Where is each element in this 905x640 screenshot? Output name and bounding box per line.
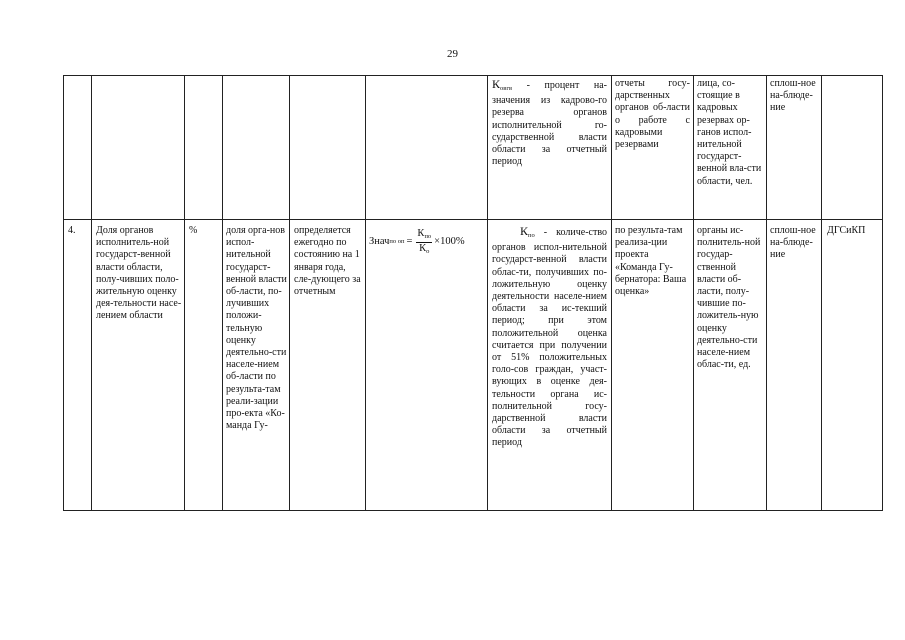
denominator-subscript: о xyxy=(426,247,430,255)
periodicity: определяется ежегодно по состоянию на 1 января года, сле-дующего за отчетным xyxy=(294,225,361,298)
row-number: 4. xyxy=(68,225,76,236)
main-row-source: по результа-там реализа-ции проекта «Команда Гу-бернатора: Ваша оценка» xyxy=(615,225,687,298)
column-divider xyxy=(821,75,822,511)
main-row-object: органы ис-полнитель-ной государ-ственной власти об-ласти, полу-чившие по-ложитель-ную оценку деятельно-сти населе-нием облас-ти, ед. xyxy=(697,225,761,371)
main-row-description xyxy=(492,225,607,450)
page-number: 29 xyxy=(447,48,458,60)
column-divider xyxy=(487,75,488,511)
table-bottom-border xyxy=(63,510,883,511)
column-divider xyxy=(222,75,223,511)
formula-fraction xyxy=(416,228,432,257)
unit-of-measure: % xyxy=(189,225,198,236)
numerator-subscript: по xyxy=(424,232,432,240)
formula-numerator xyxy=(416,228,432,243)
description-text: - количе-ство органов испол-нительной государст-венной власти облас-ти, получивших по-ложительную оценку деятельности населе-нием области за ис-текший период; при этом положительной оценка считается при получении от 51% положительных голо-сов граждан, участ-вующих в оценке дея-тельности органа ис-полнительной госу-дарственной власти области за отчетный период xyxy=(492,227,607,449)
description-variable: К xyxy=(520,225,529,238)
top-row-source: отчеты госу-дарственных органов об-ласти о работе с кадровыми резервами xyxy=(615,78,690,151)
top-row-description xyxy=(492,78,607,168)
column-divider xyxy=(184,75,185,511)
numerator-variable: К xyxy=(417,227,425,239)
column-divider xyxy=(611,75,612,511)
column-divider xyxy=(882,75,883,511)
formula-multiplier: ×100% xyxy=(434,235,465,247)
denominator-variable: К xyxy=(419,242,427,254)
column-divider xyxy=(289,75,290,511)
indicator-definition: доля орга-нов испол-нительной государст-венной власти об-ласти, по-лучивших положи-тельную оценку деятельно-сти населе-нием об-ласти по результа-там реали-зации про-екта «Ко-манда Гу- xyxy=(226,225,287,432)
formula-lhs-subscript: по оп xyxy=(389,237,405,245)
column-divider xyxy=(693,75,694,511)
indicator-table xyxy=(63,75,883,511)
description-variable-subscript: по xyxy=(528,232,535,239)
column-divider xyxy=(365,75,366,511)
description-variable-subscript: овгв xyxy=(500,85,513,92)
calculation-formula xyxy=(369,227,487,257)
main-row-method: сплош-ное на-блюде-ние xyxy=(770,225,816,261)
responsible-department: ДГСиКП xyxy=(827,225,866,236)
formula-lhs: Знач xyxy=(369,235,390,247)
formula-denominator xyxy=(419,243,429,257)
top-row-object: лица, со-стоящие в кадровых резервах ор-ганов испол-нительной государст-венной вла-сти области, чел. xyxy=(697,78,762,187)
indicator-name: Доля органов исполнитель-ной государст-венной власти области, полу-чивших поло-жительную оценку дея-тельности насе-лением области xyxy=(96,225,182,322)
description-variable: К xyxy=(492,78,501,91)
column-divider xyxy=(766,75,767,511)
formula-equals: = xyxy=(406,235,413,247)
table-top-border xyxy=(63,75,883,76)
description-text: - процент на-значения из кадрово-го резерва органов исполнительной го-сударственной власти области за отчетный период xyxy=(492,80,607,168)
row-divider xyxy=(63,219,883,220)
column-divider xyxy=(63,75,64,511)
column-divider xyxy=(91,75,92,511)
top-row-method: сплош-ное на-блюде-ние xyxy=(770,78,816,114)
